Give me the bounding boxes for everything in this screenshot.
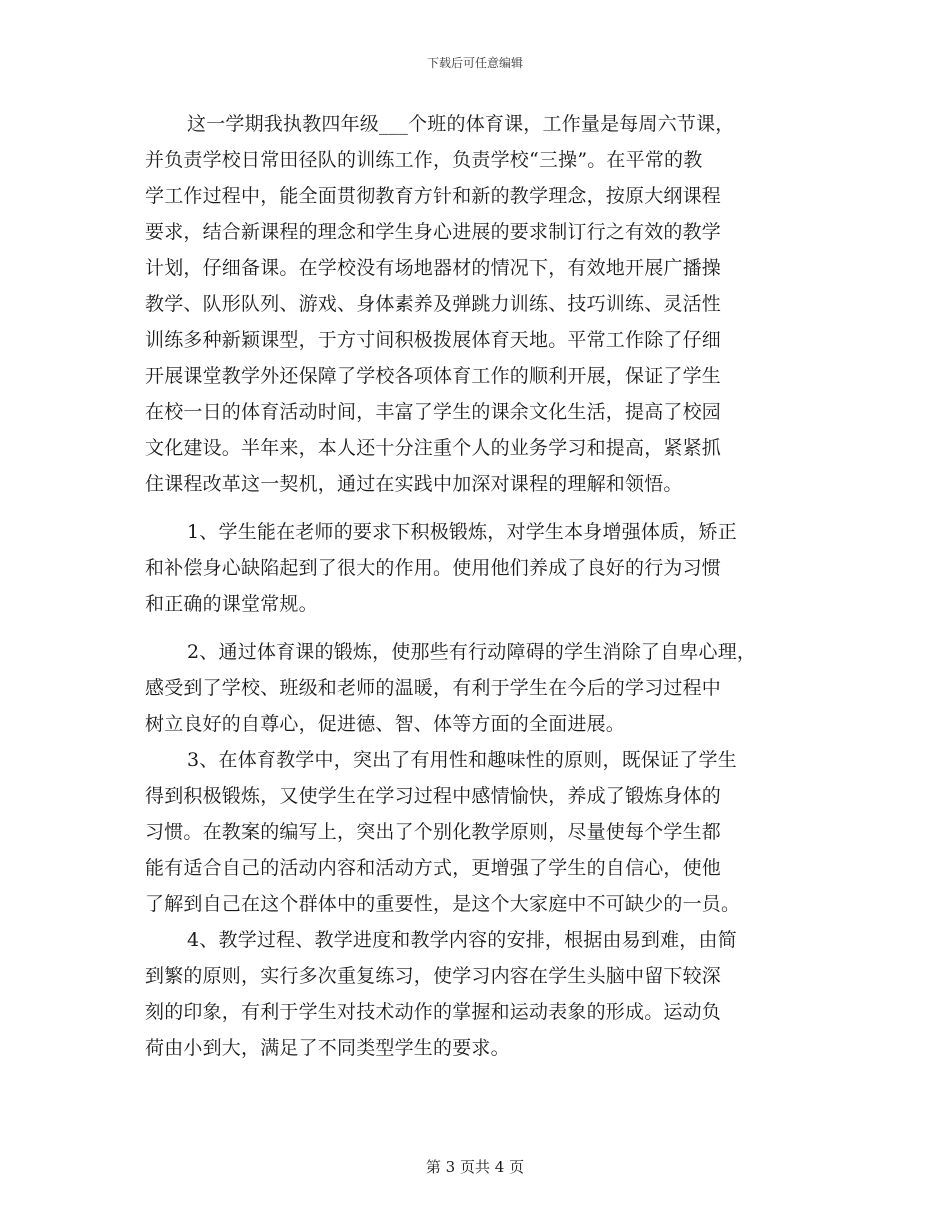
- paragraph-4-line-2: 到繁的原则，实行多次重复练习，使学习内容在学生头脑中留下较深: [145, 965, 722, 987]
- paragraph-3-line-4: 能有适合自己的活动内容和活动方式，更增强了学生的自信心，使他: [145, 857, 722, 879]
- paragraph-intro-line-6: 教学、队形队列、游戏、身体素养及弹跳力训练、技巧训练、灵活性: [145, 293, 722, 315]
- paragraph-3-line-1: 3、在体育教学中，突出了有用性和趣味性的原则，既保证了学生: [187, 749, 737, 771]
- paragraph-intro-line-3: 学工作过程中，能全面贯彻教育方针和新的教学理念，按原大纲课程: [145, 185, 722, 207]
- paragraph-3-line-2: 得到积极锻炼，又使学生在学习过程中感情愉快，养成了锻炼身体的: [145, 785, 722, 807]
- paragraph-1-line-1: 1、学生能在老师的要求下积极锻炼，对学生本身增强体质，矫正: [187, 521, 737, 543]
- paragraph-intro-line-7: 训练多种新颖课型，于方寸间积极拨展体育天地。平常工作除了仔细: [145, 329, 722, 351]
- page-footer: 第 3 页共 4 页: [425, 1158, 525, 1176]
- paragraph-3-line-3: 习惯。在教案的编写上，突出了个别化教学原则，尽量使每个学生都: [145, 821, 722, 843]
- page-header: 下载后可任意编辑: [426, 56, 523, 70]
- paragraph-4-line-1: 4、教学过程、教学进度和教学内容的安排，根据由易到难，由简: [187, 929, 737, 951]
- paragraph-3-line-5: 了解到自己在这个群体中的重要性，是这个大家庭中不可缺少的一员。: [145, 893, 741, 915]
- paragraph-2-line-3: 树立良好的自尊心，促进德、智、体等方面的全面进展。: [145, 713, 626, 735]
- paragraph-intro-line-4: 要求，结合新课程的理念和学生身心进展的要求制订行之有效的教学: [145, 221, 722, 243]
- paragraph-intro-line-8: 开展课堂教学外还保障了学校各项体育工作的顺利开展，保证了学生: [145, 365, 722, 387]
- paragraph-intro-line-10: 文化建设。半年来，本人还十分注重个人的业务学习和提高，紧紧抓: [145, 437, 722, 459]
- paragraph-4-line-4: 荷由小到大，满足了不同类型学生的要求。: [145, 1037, 510, 1059]
- paragraph-intro-line-5: 计划，仔细备课。在学校没有场地器材的情况下，有效地开展广播操: [145, 257, 722, 279]
- paragraph-intro-line-2: 并负责学校日常田径队的训练工作，负责学校“三操”。在平常的教: [145, 149, 703, 171]
- paragraph-2-line-2: 感受到了学校、班级和老师的温暖，有利于学生在今后的学习过程中: [145, 677, 722, 699]
- paragraph-1-line-2: 和补偿身心缺陷起到了很大的作用。使用他们养成了良好的行为习惯: [145, 557, 722, 579]
- paragraph-4-line-3: 刻的印象，有利于学生对技术动作的掌握和运动表象的形成。运动负: [145, 1001, 722, 1023]
- paragraph-1-line-3: 和正确的课堂常规。: [145, 593, 318, 615]
- paragraph-intro-line-9: 在校一日的体育活动时间，丰富了学生的课余文化生活，提高了校园: [145, 401, 722, 423]
- paragraph-intro-line-1: 这一学期我执教四年级___个班的体育课，工作量是每周六节课，: [187, 113, 735, 135]
- paragraph-2-line-1: 2、通过体育课的锻炼，使那些有行动障碍的学生消除了自卑心理，: [187, 641, 757, 663]
- paragraph-intro-line-11: 住课程改革这一契机，通过在实践中加深对课程的理解和领悟。: [145, 473, 683, 495]
